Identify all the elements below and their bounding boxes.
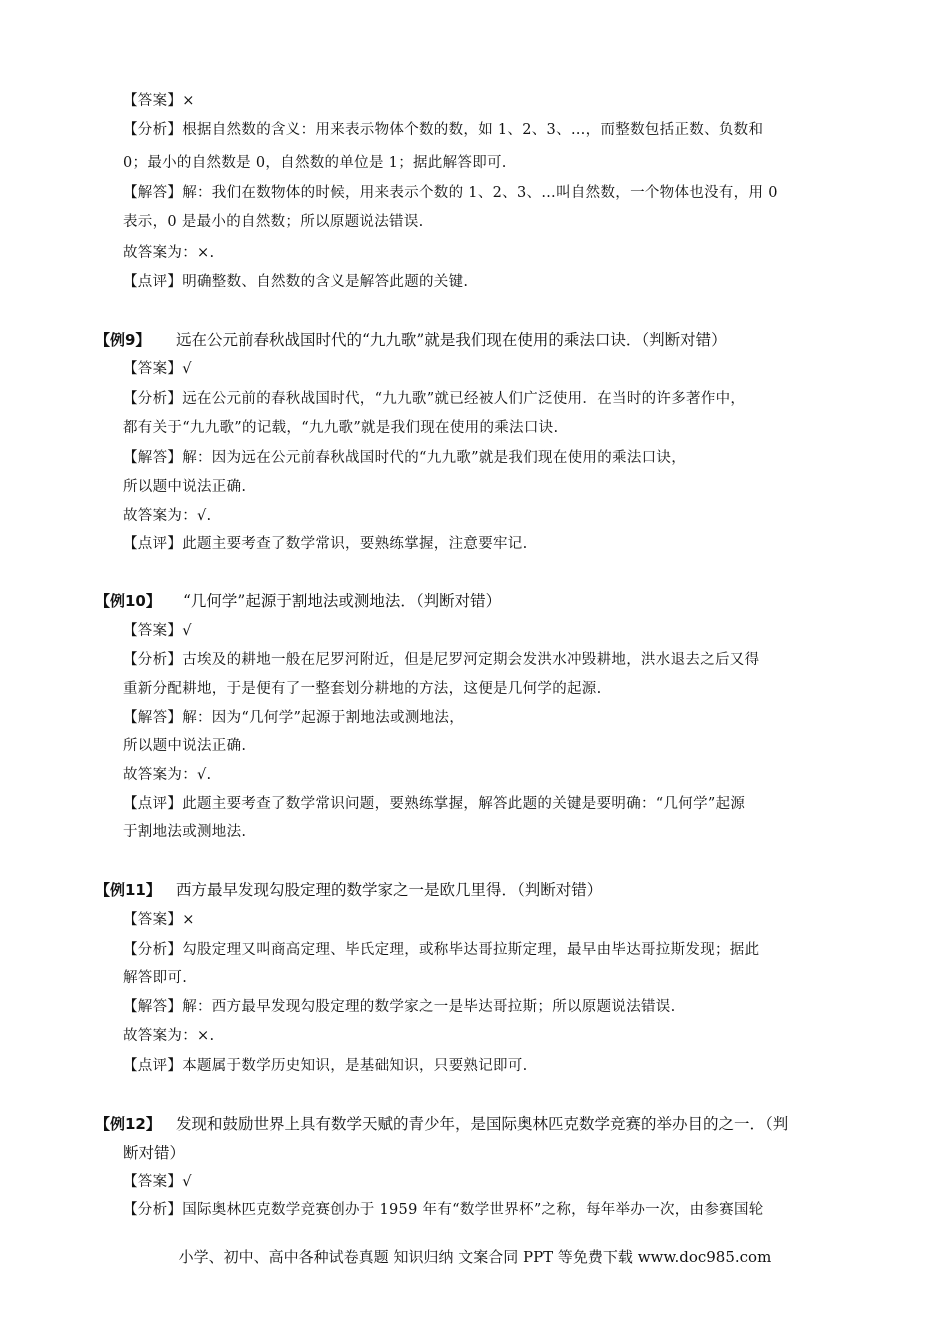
- answer-line: 【答案】√: [123, 623, 192, 639]
- question-text: 西方最早发现勾股定理的数学家之一是欧几里得．（判断对错）: [176, 881, 603, 899]
- analysis-line: 【分析】古埃及的耕地一般在尼罗河附近，但是尼罗河定期会发洪水冲毁耕地，洪水退去之后又得: [123, 652, 760, 668]
- example-number: 【例11】: [95, 881, 161, 899]
- analysis-line: 0；最小的自然数是 0，自然数的单位是 1；据此解答即可.: [123, 155, 507, 171]
- analysis-line: 【分析】国际奥林匹克数学竞赛创办于 1959 年有“数学世界杯”之称，每年举办一次，由参赛国轮: [123, 1202, 764, 1218]
- question-text: 断对错）: [123, 1144, 186, 1162]
- answer-line: 【答案】×: [123, 93, 195, 109]
- solution-line: 【解答】解：西方最早发现勾股定理的数学家之一是毕达哥拉斯；所以原题说法错误.: [123, 999, 676, 1015]
- solution-line: 表示，0 是最小的自然数；所以原题说法错误.: [123, 214, 424, 230]
- page-footer: 小学、初中、高中各种试卷真题 知识归纳 文案合同 PPT 等免费下载 www.doc985.com: [178, 1248, 772, 1266]
- answer-line: 【答案】√: [123, 1174, 192, 1190]
- answer-line: 【答案】×: [123, 912, 195, 928]
- solution-line: 【解答】解：因为远在公元前春秋战国时代的“九九歌”就是我们现在使用的乘法口诀，: [123, 450, 687, 466]
- comment-line: 【点评】明确整数、自然数的含义是解答此题的关键.: [123, 274, 469, 290]
- example-number: 【例10】: [95, 592, 161, 610]
- answer-line: 【答案】√: [123, 361, 192, 377]
- analysis-line: 解答即可.: [123, 970, 188, 986]
- comment-line: 【点评】此题主要考查了数学常识问题，要熟练掌握，解答此题的关键是要明确：“几何学”起源: [123, 796, 746, 812]
- question-text: “几何学”起源于割地法或测地法．（判断对错）: [183, 592, 502, 610]
- analysis-line: 都有关于“九九歌”的记载，“九九歌”就是我们现在使用的乘法口诀.: [123, 420, 559, 436]
- analysis-line: 重新分配耕地，于是便有了一整套划分耕地的方法，这便是几何学的起源.: [123, 681, 602, 697]
- analysis-line: 【分析】勾股定理又叫商高定理、毕氏定理，或称毕达哥拉斯定理，最早由毕达哥拉斯发现；据此: [123, 942, 760, 958]
- solution-line: 【解答】解：因为“几何学”起源于割地法或测地法，: [123, 710, 465, 726]
- example-number: 【例12】: [95, 1115, 161, 1133]
- question-text: 发现和鼓励世界上具有数学天赋的青少年，是国际奥林匹克数学竞赛的举办目的之一．（判: [176, 1115, 789, 1133]
- final-answer-line: 故答案为：×.: [123, 245, 215, 261]
- final-answer-line: 故答案为：√.: [123, 508, 212, 524]
- example-number: 【例9】: [95, 331, 151, 349]
- solution-line: 所以题中说法正确.: [123, 738, 247, 754]
- comment-line: 【点评】本题属于数学历史知识，是基础知识，只要熟记即可.: [123, 1058, 528, 1074]
- final-answer-line: 故答案为：√.: [123, 767, 212, 783]
- comment-line: 【点评】此题主要考查了数学常识，要熟练掌握，注意要牢记.: [123, 536, 528, 552]
- final-answer-line: 故答案为：×.: [123, 1028, 215, 1044]
- analysis-line: 【分析】根据自然数的含义：用来表示物体个数的数，如 1、2、3、…，而整数包括正数、负数和: [123, 122, 764, 138]
- solution-line: 所以题中说法正确.: [123, 479, 247, 495]
- comment-line: 于割地法或测地法.: [123, 824, 247, 840]
- analysis-line: 【分析】远在公元前的春秋战国时代，“九九歌”就已经被人们广泛使用．在当时的许多著作中，: [123, 391, 746, 407]
- solution-line: 【解答】解：我们在数物体的时候，用来表示个数的 1、2、3、…叫自然数，一个物体也没有，用 0: [123, 185, 778, 201]
- question-text: 远在公元前春秋战国时代的“九九歌”就是我们现在使用的乘法口诀．（判断对错）: [176, 331, 727, 349]
